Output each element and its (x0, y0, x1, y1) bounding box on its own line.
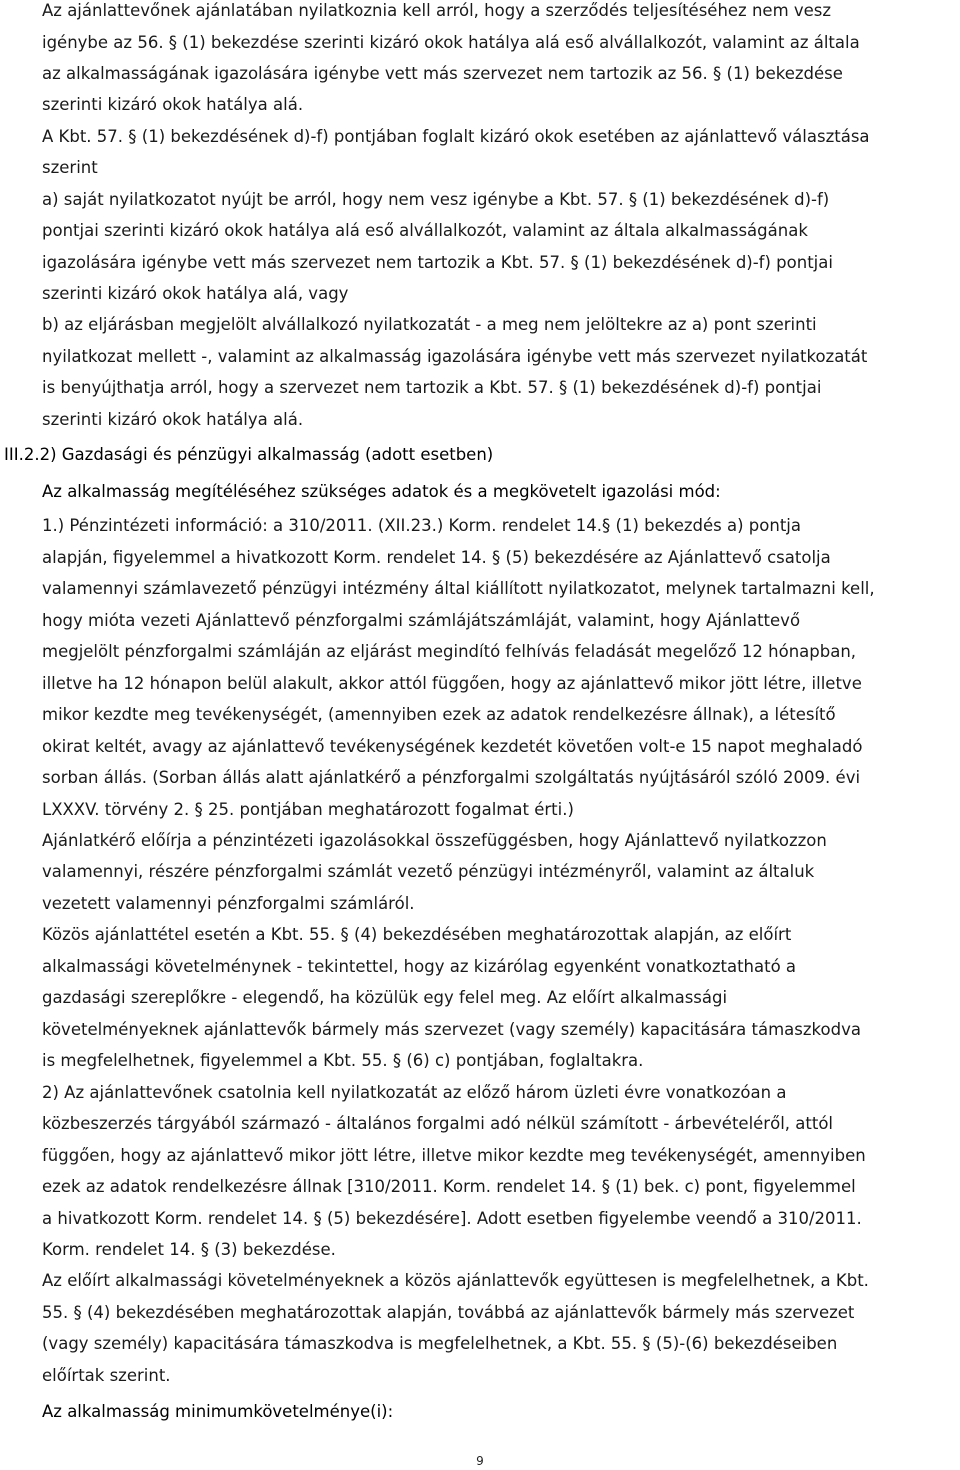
text-line: valamennyi, részére pénzforgalmi számlát vezető pénzügyi intézményről, valamint az általuk (42, 862, 815, 881)
text-line: igénybe az 56. § (1) bekezdése szerinti kizáró okok hatálya alá eső alvállalkozót, valamint az általa (42, 33, 860, 52)
text-line: (vagy személy) kapacitására támaszkodva is megfelelhetnek, a Kbt. 55. § (5)-(6) bekezdéseiben (42, 1334, 838, 1353)
text-line: 55. § (4) bekezdésében meghatározottak alapján, továbbá az ajánlattevők bármely más szervezet (42, 1303, 855, 1322)
text-line: a hivatkozott Korm. rendelet 14. § (5) bekezdésére]. Adott esetben figyelembe veendő a 310/2011. (42, 1209, 862, 1228)
text-line: Korm. rendelet 14. § (3) bekezdése. (42, 1240, 336, 1259)
subheading: Az alkalmasság megítéléséhez szükséges adatok és a megkövetelt igazolási mód: (42, 482, 721, 501)
page-number: 9 (476, 1454, 484, 1468)
text-line: a) saját nyilatkozatot nyújt be arról, hogy nem vesz igénybe a Kbt. 57. § (1) bekezdésének d)-f) (42, 190, 830, 209)
text-line: 1.) Pénzintézeti információ: a 310/2011. (XII.23.) Korm. rendelet 14.§ (1) bekezdés a) pontja (42, 516, 801, 535)
text-line: nyilatkozat mellett -, valamint az alkalmasság igazolására igénybe vett más szervezet nyilatkozatát (42, 347, 868, 366)
text-line: Közös ajánlattétel esetén a Kbt. 55. § (4) bekezdésében meghatározottak alapján, az előírt (42, 925, 792, 944)
text-line: 2) Az ajánlattevőnek csatolnia kell nyilatkozatát az előző három üzleti évre vonatkozóan a (42, 1083, 787, 1102)
text-line: követelményeknek ajánlattevők bármely más szervezet (vagy személy) kapacitására támaszkodva (42, 1020, 861, 1039)
text-line: alkalmassági követelménynek - tekintettel, hogy az kizárólag egyenként vonatkoztatható a (42, 957, 797, 976)
text-line: valamennyi számlavezető pénzügyi intézmény által kiállított nyilatkozatot, melynek tartalmazni kell, (42, 579, 875, 598)
text-line: sorban állás. (Sorban állás alatt ajánlatkérő a pénzforgalmi szolgáltatás nyújtásáról szóló 2009. évi (42, 768, 861, 787)
text-line: pontjai szerinti kizáró okok hatálya alá eső alvállalkozót, valamint az általa alkalmasságának (42, 221, 808, 240)
text-line: függően, hogy az ajánlattevő mikor jött létre, illetve mikor kezdte meg tevékenységét, amennyiben (42, 1146, 866, 1165)
text-line: is benyújthatja arról, hogy a szervezet nem tartozik a Kbt. 57. § (1) bekezdésének d)-f) pontjai (42, 378, 822, 397)
text-line: A Kbt. 57. § (1) bekezdésének d)-f) pontjában foglalt kizáró okok esetében az ajánlattevő választása (42, 127, 870, 146)
text-line: igazolására igénybe vett más szervezet nem tartozik a Kbt. 57. § (1) bekezdésének d)-f) pontjai (42, 253, 833, 272)
text-line: hogy mióta vezeti Ajánlattevő pénzforgalmi számlájátszámláját, valamint, hogy Ajánlattevő (42, 611, 801, 630)
text-line: is megfelelhetnek, figyelemmel a Kbt. 55. § (6) c) pontjában, foglaltakra. (42, 1051, 644, 1070)
text-line: előírtak szerint. (42, 1366, 171, 1385)
text-line: LXXXV. törvény 2. § 25. pontjában meghatározott fogalmat érti.) (42, 800, 574, 819)
text-line: ezek az adatok rendelkezésre állnak [310/2011. Korm. rendelet 14. § (1) bek. c) pont, figyelemmel (42, 1177, 856, 1196)
text-line: az alkalmasságának igazolására igénybe vett más szervezet nem tartozik az 56. § (1) bekezdése (42, 64, 843, 83)
section-heading: III.2.2) Gazdasági és pénzügyi alkalmasság (adott esetben) (4, 445, 494, 464)
text-line: megjelölt pénzforgalmi számláján az eljárást megindító felhívás feladását megelőző 12 hónapban, (42, 642, 857, 661)
text-line: illetve ha 12 hónapon belül alakult, akkor attól függően, hogy az ajánlattevő mikor jött létre, illetve (42, 674, 862, 693)
text-line: Az előírt alkalmassági követelményeknek a közös ajánlattevők együttesen is megfelelhetnek, a Kbt. (42, 1271, 869, 1290)
text-line: szerinti kizáró okok hatálya alá. (42, 95, 304, 114)
text-line: szerint (42, 158, 98, 177)
text-line: alapján, figyelemmel a hivatkozott Korm. rendelet 14. § (5) bekezdésére az Ajánlattevő csatolja (42, 548, 831, 567)
text-line: vezetett valamennyi pénzforgalmi számláról. (42, 894, 415, 913)
text-line: Az ajánlattevőnek ajánlatában nyilatkoznia kell arról, hogy a szerződés teljesítéséhez nem vesz (42, 1, 832, 20)
text-line: gazdasági szereplőkre - elegendő, ha közülük egy felel meg. Az előírt alkalmassági (42, 988, 728, 1007)
text-line: szerinti kizáró okok hatálya alá, vagy (42, 284, 349, 303)
text-line: közbeszerzés tárgyából származó - általános forgalmi adó nélkül számított - árbevételéről, attól (42, 1114, 833, 1133)
text-line: okirat keltét, avagy az ajánlattevő tevékenységének kezdetét követően volt-e 15 napot meghaladó (42, 737, 863, 756)
text-line: b) az eljárásban megjelölt alvállalkozó nyilatkozatát - a meg nem jelöltekre az a) pont szerinti (42, 315, 817, 334)
text-line: szerinti kizáró okok hatálya alá. (42, 410, 304, 429)
subheading: Az alkalmasság minimumkövetelménye(i): (42, 1402, 394, 1421)
text-line: Ajánlatkérő előírja a pénzintézeti igazolásokkal összefüggésben, hogy Ajánlattevő nyilatkozzon (42, 831, 827, 850)
text-line: mikor kezdte meg tevékenységét, (amennyiben ezek az adatok rendelkezésre állnak), a létesítő (42, 705, 836, 724)
